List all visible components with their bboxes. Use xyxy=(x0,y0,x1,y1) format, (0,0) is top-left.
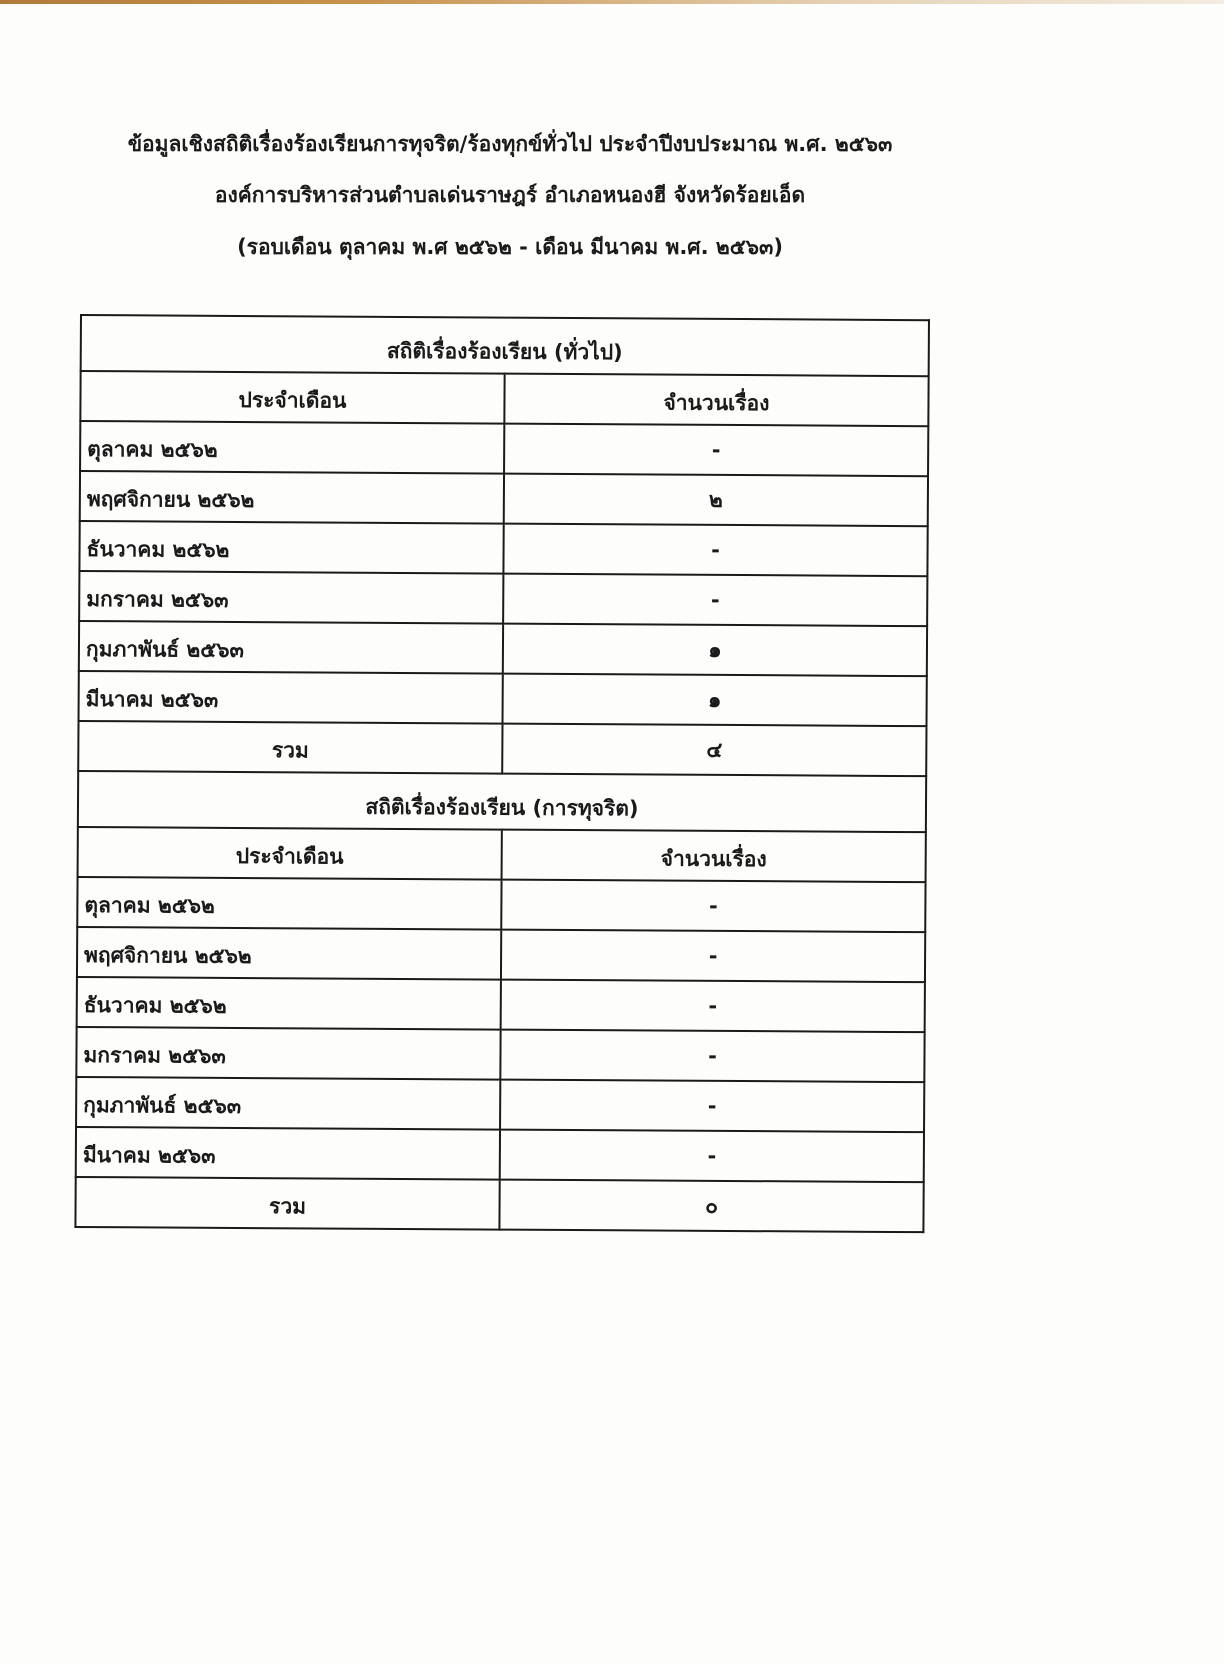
count-cell: ๒ xyxy=(504,474,928,527)
complaint-statistics-table xyxy=(74,314,930,1233)
organization-name: องค์การบริหารส่วนตำบลเด่นราษฎร์ อำเภอหนองฮี จังหวัดร้อยเอ็ด xyxy=(214,183,806,207)
document-title: ข้อมูลเชิงสถิติเรื่องร้องเรียนการทุจริต/ร้องทุกข์ทั่วไป ประจำปีงบประมาณ พ.ศ. ๒๕๖๓ xyxy=(127,132,893,156)
month-cell: ตุลาคม ๒๕๖๒ xyxy=(80,421,504,474)
page-top-edge xyxy=(0,0,1224,4)
count-cell: - xyxy=(500,1130,924,1183)
corruption-month-column-header: ประจำเดือน xyxy=(78,827,502,880)
month-cell: พฤศจิกายน ๒๕๖๒ xyxy=(80,471,504,524)
table-row xyxy=(79,521,927,576)
table-row xyxy=(79,571,927,626)
table-row xyxy=(77,927,925,982)
table-row xyxy=(79,621,927,676)
count-cell: - xyxy=(503,574,927,627)
count-cell: - xyxy=(504,424,928,477)
count-cell: ๑ xyxy=(503,674,927,727)
table-row xyxy=(79,671,927,726)
month-cell: ตุลาคม ๒๕๖๒ xyxy=(77,877,501,930)
general-count-column-header: จำนวนเรื่อง xyxy=(504,374,928,427)
count-cell: ๑ xyxy=(503,624,927,677)
table-row xyxy=(80,471,928,526)
month-cell: มกราคม ๒๕๖๓ xyxy=(76,1027,500,1080)
general-column-header-row xyxy=(80,371,928,426)
count-cell: - xyxy=(500,1080,924,1133)
total-value: ๐ xyxy=(499,1180,923,1233)
month-cell: มีนาคม ๒๕๖๓ xyxy=(79,671,503,724)
general-total-row xyxy=(78,721,926,776)
total-label: รวม xyxy=(75,1177,499,1230)
corruption-section-title-row xyxy=(78,771,926,832)
total-label: รวม xyxy=(78,721,502,774)
table-row xyxy=(76,1127,924,1182)
corruption-total-row xyxy=(75,1177,923,1232)
table-row xyxy=(76,1027,924,1082)
month-cell: กุมภาพันธ์ ๒๕๖๓ xyxy=(79,621,503,674)
general-section-title: สถิติเรื่องร้องเรียน (ทั่วไป) xyxy=(81,315,929,376)
table-row xyxy=(77,977,925,1032)
count-cell: - xyxy=(501,930,925,983)
month-cell: ธันวาคม ๒๕๖๒ xyxy=(79,521,503,574)
corruption-count-column-header: จำนวนเรื่อง xyxy=(502,830,926,883)
table-row xyxy=(77,877,925,932)
corruption-section-title: สถิติเรื่องร้องเรียน (การทุจริต) xyxy=(78,771,926,832)
count-cell: - xyxy=(501,880,925,933)
table-row xyxy=(80,421,928,476)
general-section-title-row xyxy=(81,315,929,376)
month-cell: มีนาคม ๒๕๖๓ xyxy=(76,1127,500,1180)
month-cell: ธันวาคม ๒๕๖๒ xyxy=(77,977,501,1030)
month-cell: พฤศจิกายน ๒๕๖๒ xyxy=(77,927,501,980)
corruption-column-header-row xyxy=(78,827,926,882)
count-cell: - xyxy=(501,980,925,1033)
table-row xyxy=(76,1077,924,1132)
reporting-period: (รอบเดือน ตุลาคม พ.ศ ๒๕๖๒ - เดือน มีนาคม พ.ศ. ๒๕๖๓) xyxy=(237,235,783,259)
count-cell: - xyxy=(503,524,927,577)
total-value: ๔ xyxy=(502,724,926,777)
month-cell: กุมภาพันธ์ ๒๕๖๓ xyxy=(76,1077,500,1130)
count-cell: - xyxy=(500,1030,924,1083)
general-month-column-header: ประจำเดือน xyxy=(80,371,504,424)
month-cell: มกราคม ๒๕๖๓ xyxy=(79,571,503,624)
